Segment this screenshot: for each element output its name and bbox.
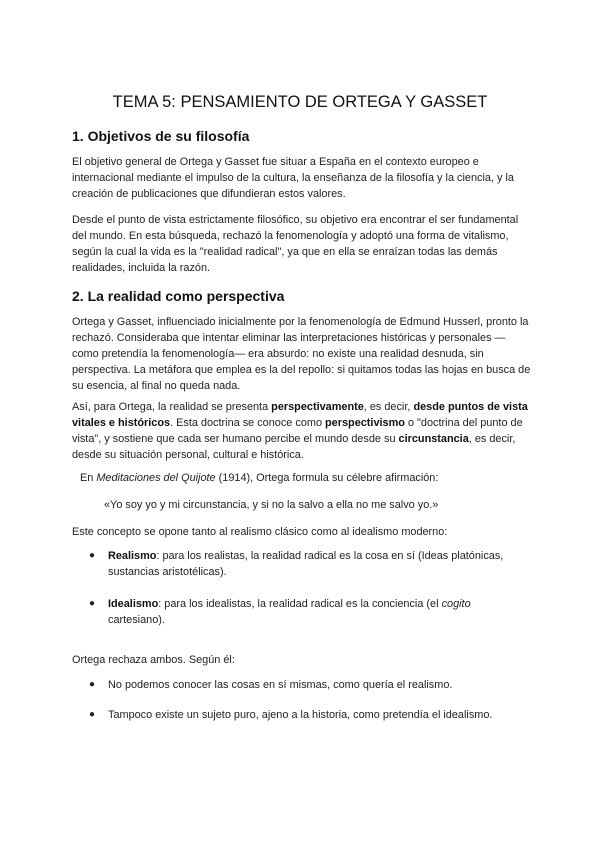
text-run: . Esta doctrina se conoce como (170, 417, 326, 429)
bold-term-circunstancia: circunstancia (398, 433, 469, 445)
bullet-icon: ● (89, 679, 96, 690)
book-title: Meditaciones del Quijote (96, 472, 216, 484)
list-text: cartesiano). (108, 614, 165, 626)
section-1-heading: 1. Objetivos de su filosofía (72, 128, 250, 144)
section-2-paragraph-3 (80, 470, 540, 486)
section-1-paragraph-2: Desde el punto de vista estrictamente filosófico, su objetivo era encontrar el ser fundamental del mundo. En esta búsqueda, rechazó la fenomenología y adoptó una forma de vitalismo, según la cual la vida es la "realidad radical", ya que en ella se enraízan todas las demás realidades, incluida la razón. (72, 214, 519, 274)
list-term: Realismo (108, 550, 157, 562)
ortega-quote: «Yo soy yo y mi circunstancia, y si no la salvo a ella no me salvo yo.» (104, 499, 439, 511)
text-run: , es decir, desde su situación personal, cultural e histórica. (72, 433, 516, 461)
bullet-icon: ● (89, 598, 96, 609)
text-run: Así, para Ortega, la realidad se presenta (72, 401, 272, 413)
page-title: TEMA 5: PENSAMIENTO DE ORTEGA Y GASSET (112, 93, 488, 111)
list-text: : para los realistas, la realidad radical es la cosa en sí (Ideas platónicas, sustancias aristotélicas). (108, 550, 504, 578)
bold-term-perspectivamente: perspectivamente (271, 401, 364, 413)
section-1-paragraph-1: El objetivo general de Ortega y Gasset fue situar a España en el contexto europeo e internacional mediante el impulso de la cultura, la enseñanza de la filosofía y la ciencia, y la creación de publicaciones que difundieran estos valores. (72, 156, 514, 200)
list-italic-term: cogito (441, 598, 471, 610)
bullet-icon: ● (89, 709, 96, 720)
section-2-paragraph-1: Ortega y Gasset, influenciado inicialmente por la fenomenología de Edmund Husserl, pronto la rechazó. Consideraba que intentar eliminar las interpretaciones históricas y personales —como pretendía la fenomenología— era absurdo: no existe una realidad desnuda, sin perspectiva. La metáfora que emplea es la del repollo: si quitamos todas las hojas en busca de su esencia, al final no queda nada. (72, 316, 531, 392)
list-text: : para los idealistas, la realidad radical es la conciencia (el (158, 598, 442, 610)
list-item-realismo (108, 548, 528, 580)
list-item-idealismo (108, 596, 528, 628)
bold-term-perspectivismo: perspectivismo (325, 417, 405, 429)
section-2-heading: 2. La realidad como perspectiva (72, 288, 285, 304)
text-run: En (80, 472, 97, 484)
bold-term-puntos-de-vista: desde puntos de vista vitales e históricos (72, 401, 528, 429)
list-item-idealismo-critique: Tampoco existe un sujeto puro, ajeno a la historia, como pretendía el idealismo. (108, 709, 493, 721)
text-run: , es decir, (363, 401, 414, 413)
list-item-realismo-critique: No podemos conocer las cosas en sí mismas, como quería el realismo. (108, 679, 453, 691)
text-run: o "doctrina del punto de vista", y sostiene que cada ser humano percibe el mundo desde su (72, 417, 523, 445)
section-2-paragraph-2 (72, 399, 532, 463)
list-term: Idealismo (108, 598, 159, 610)
bullet-icon: ● (89, 550, 96, 561)
section-2-paragraph-4: Este concepto se opone tanto al realismo clásico como al idealismo moderno: (72, 526, 448, 538)
text-run: (1914), Ortega formula su célebre afirmación: (215, 472, 439, 484)
section-2-paragraph-5: Ortega rechaza ambos. Según él: (72, 654, 235, 666)
